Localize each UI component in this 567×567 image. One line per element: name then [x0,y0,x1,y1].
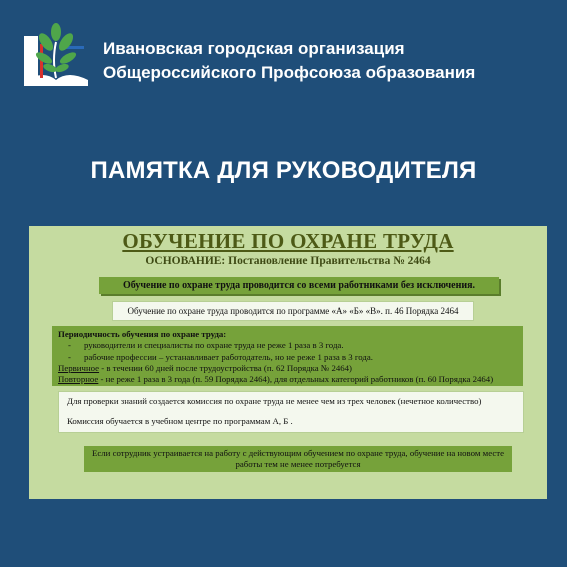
repeat-text: - не реже 1 раза в 3 года (п. 59 Порядка 2464), для отдельных категорий работников (п. 60 Порядка 2464) [98,374,494,385]
periodicity-heading: Периодичность обучения по охране труда: [58,329,227,339]
list-dash: - [68,340,71,351]
all-employees-box: Обучение по охране труда проводится со всеми работниками без исключения. [99,277,499,294]
program-box: Обучение по охране труда проводится по программе «А» «Б» «В». п. 46 Порядка 2464 [112,301,474,321]
periodicity-item [58,340,517,351]
existing-training-box: Если сотрудник устраивается на работу с действующим обучением по охране труда, обучение на новом месте работы тем не менее потребуется [84,446,512,472]
repeat-label: Повторное [58,374,99,385]
trade-union-flower-logo [22,22,92,86]
periodicity-item [58,352,517,363]
commission-box [58,391,524,433]
memo-title: ПАМЯТКА ДЛЯ РУКОВОДИТЕЛЯ [90,157,477,184]
slide-basis: ОСНОВАНИЕ: Постановление Правительства № 2464 [145,255,431,267]
list-dash: - [68,351,71,362]
periodicity-item-text: рабочие профессии – устанавливает работодатель, но не реже 1 раза в 3 года. [84,351,373,362]
primary-label: Первичное [58,362,100,373]
periodicity-item-text: руководители и специалисты по охране труда не реже 1 раза в 3 года. [84,340,344,351]
primary-training-line [58,363,517,374]
slide-title: ОБУЧЕНИЕ ПО ОХРАНЕ ТРУДА [122,229,454,253]
repeat-training-line [58,374,517,385]
periodicity-box [52,326,523,386]
primary-text: - в течении 60 дней после трудоустройства (п. 62 Порядка № 2464) [99,362,352,373]
info-slide [29,226,547,499]
commission-line-2: Комиссия обучается в учебном центре по программам А, Б . [67,416,293,426]
commission-line-1: Для проверки знаний создается комиссия по охране труда не менее чем из трех человек (нечетное количество) [67,396,482,406]
organization-name [103,37,475,85]
org-line-1: Ивановская городская организация [103,39,405,58]
org-line-2: Общероссийского Профсоюза образования [103,63,476,82]
